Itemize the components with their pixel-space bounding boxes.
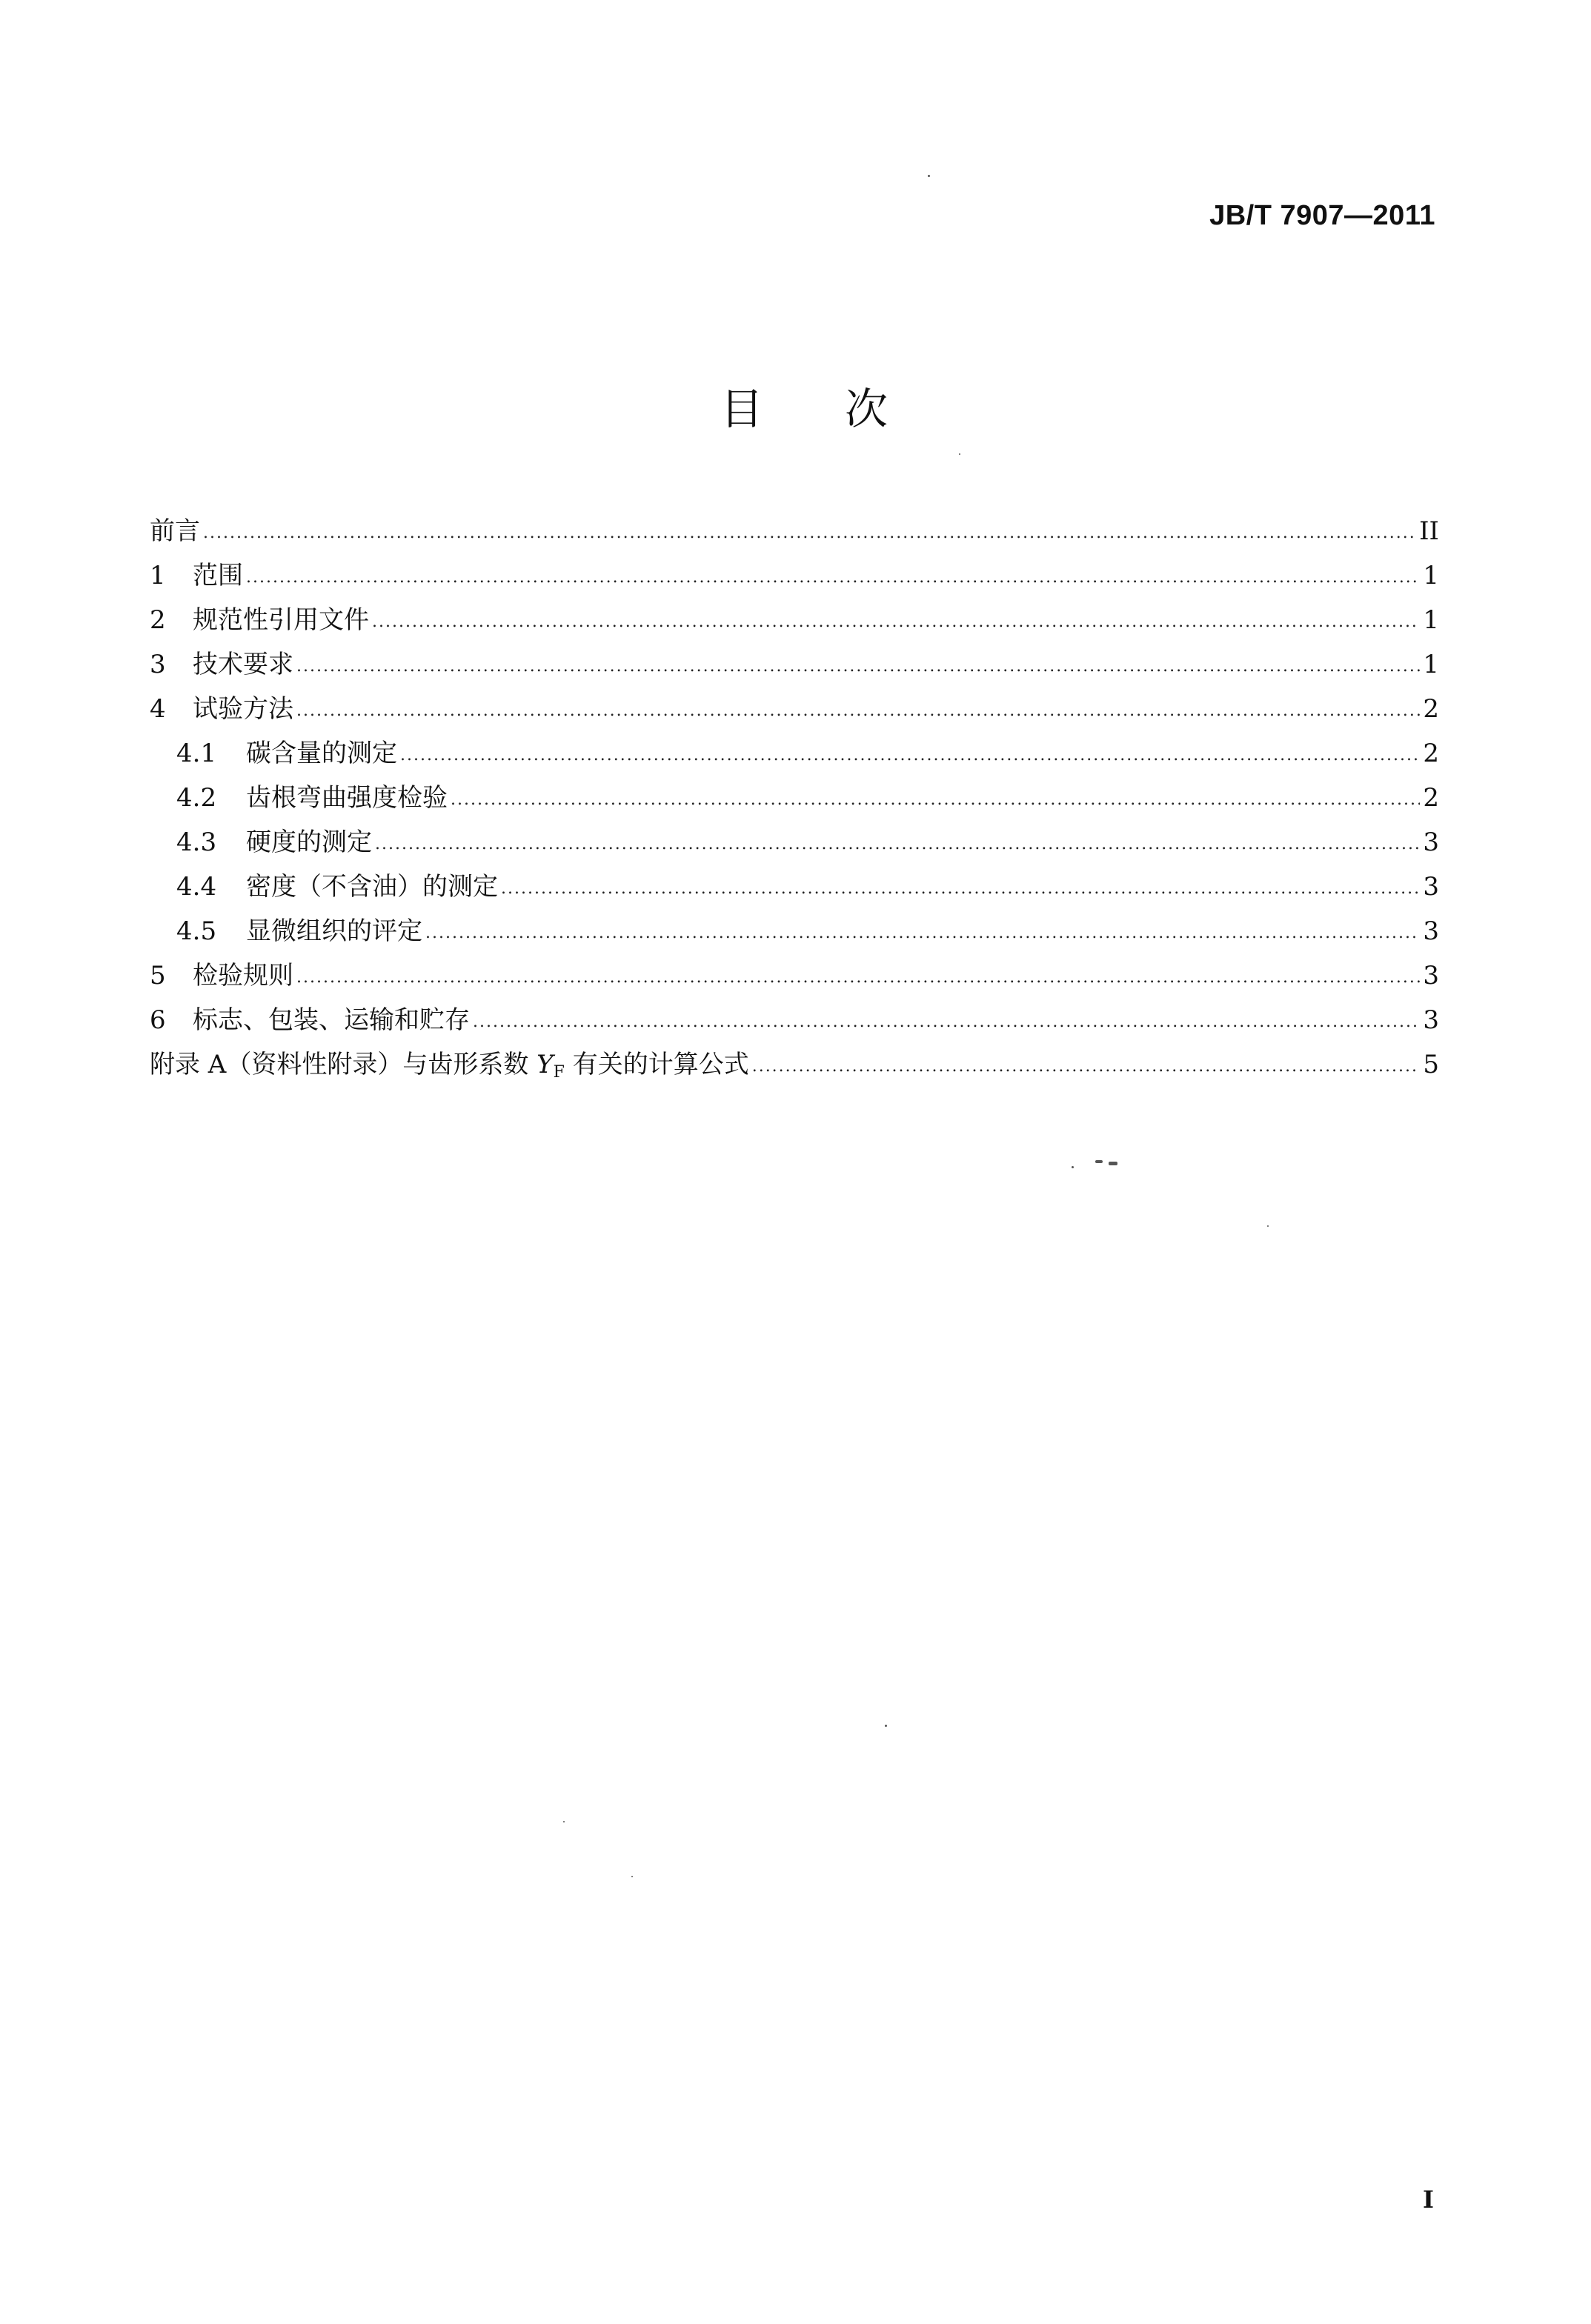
- toc-entry-4-5[interactable]: [150, 909, 1439, 953]
- toc-label: 碳含量的测定: [246, 739, 397, 768]
- scan-speck: [959, 453, 960, 455]
- toc-leader-dots: [372, 596, 1420, 645]
- page-number: I: [1423, 2185, 1434, 2214]
- toc-label-variable: Y: [537, 1050, 554, 1079]
- scan-speck: [631, 1876, 633, 1877]
- toc-number: 2: [150, 605, 166, 635]
- scan-speck: [885, 1725, 887, 1727]
- scan-speck: [1095, 1160, 1103, 1163]
- toc-leader-dots: [203, 507, 1416, 556]
- scan-speck: [563, 1821, 565, 1822]
- toc-number: 6: [150, 1005, 166, 1035]
- toc-page-number: 3: [1423, 1005, 1439, 1035]
- toc-label: 范围: [193, 561, 243, 590]
- toc-entry-4[interactable]: [150, 687, 1439, 731]
- scan-speck: [1072, 1166, 1074, 1168]
- toc-entry-5[interactable]: [150, 953, 1439, 998]
- page-title: 目次: [720, 384, 969, 434]
- toc-entry-3[interactable]: [150, 642, 1439, 687]
- toc-leader-dots: [296, 952, 1420, 1000]
- toc-label: 密度（不含油）的测定: [246, 872, 498, 902]
- toc-page-number: 3: [1423, 961, 1439, 990]
- toc-page-number: 3: [1423, 872, 1439, 902]
- toc-label: 规范性引用文件: [193, 605, 369, 635]
- toc-label: 显微组织的评定: [246, 916, 422, 946]
- toc-entry-4-3[interactable]: [150, 820, 1439, 865]
- toc-label-prefix: 附录 A（资料性附录）与齿形系数: [150, 1050, 537, 1079]
- toc-label: 齿根弯曲强度检验: [246, 783, 448, 813]
- toc-page-number: 1: [1423, 650, 1439, 679]
- toc-entry-1[interactable]: [150, 553, 1439, 598]
- toc-label: 试验方法: [193, 694, 293, 724]
- toc-number: 4: [150, 694, 166, 724]
- toc-page-number: 5: [1423, 1050, 1439, 1079]
- toc-label-suffix: 有关的计算公式: [564, 1050, 749, 1079]
- toc-entry-6[interactable]: [150, 998, 1439, 1042]
- toc-page-number: 2: [1423, 739, 1439, 768]
- table-of-contents: [150, 509, 1439, 1087]
- toc-label: 检验规则: [193, 961, 293, 990]
- toc-leader-dots: [246, 552, 1420, 600]
- toc-leader-dots: [296, 641, 1420, 689]
- toc-page-number: 1: [1423, 605, 1439, 635]
- toc-label-subscript: F: [553, 1063, 565, 1082]
- toc-entry-2[interactable]: [150, 598, 1439, 642]
- toc-leader-dots: [296, 685, 1420, 733]
- toc-label: 硬度的测定: [246, 828, 372, 857]
- toc-leader-dots: [375, 819, 1420, 867]
- toc-page-number: 1: [1423, 561, 1439, 590]
- toc-page-number: 2: [1423, 694, 1439, 724]
- toc-number: 4.3: [176, 828, 217, 857]
- scan-speck: [928, 175, 930, 177]
- standard-number: JB/T 7907—2011: [1209, 200, 1435, 231]
- toc-leader-dots: [501, 863, 1420, 911]
- toc-entry-4-4[interactable]: [150, 865, 1439, 909]
- toc-leader-dots: [752, 1041, 1421, 1089]
- toc-number: 4.2: [176, 783, 217, 813]
- toc-page-number: 3: [1423, 828, 1439, 857]
- toc-page-number: II: [1419, 516, 1439, 546]
- toc-number: 4.5: [176, 916, 217, 946]
- toc-label: 技术要求: [193, 650, 293, 679]
- scan-speck: [1109, 1162, 1117, 1165]
- toc-number: 4.4: [176, 872, 217, 902]
- toc-leader-dots: [425, 908, 1420, 956]
- toc-label: [150, 1042, 749, 1095]
- toc-entry-foreword[interactable]: [150, 509, 1439, 553]
- toc-entry-appendix-a[interactable]: [150, 1042, 1439, 1087]
- toc-entry-4-2[interactable]: [150, 776, 1439, 820]
- toc-number: 4.1: [176, 739, 217, 768]
- toc-number: 5: [150, 961, 166, 990]
- toc-number: 1: [150, 561, 166, 590]
- toc-leader-dots: [451, 774, 1420, 822]
- toc-page-number: 2: [1423, 783, 1439, 813]
- scan-speck: [1267, 1225, 1269, 1227]
- toc-number: 3: [150, 650, 166, 679]
- toc-leader-dots: [473, 996, 1420, 1045]
- toc-entry-4-1[interactable]: [150, 731, 1439, 776]
- toc-label: 标志、包装、运输和贮存: [193, 1005, 470, 1035]
- toc-label: 前言: [150, 516, 200, 546]
- toc-page-number: 3: [1423, 916, 1439, 946]
- toc-leader-dots: [400, 730, 1420, 778]
